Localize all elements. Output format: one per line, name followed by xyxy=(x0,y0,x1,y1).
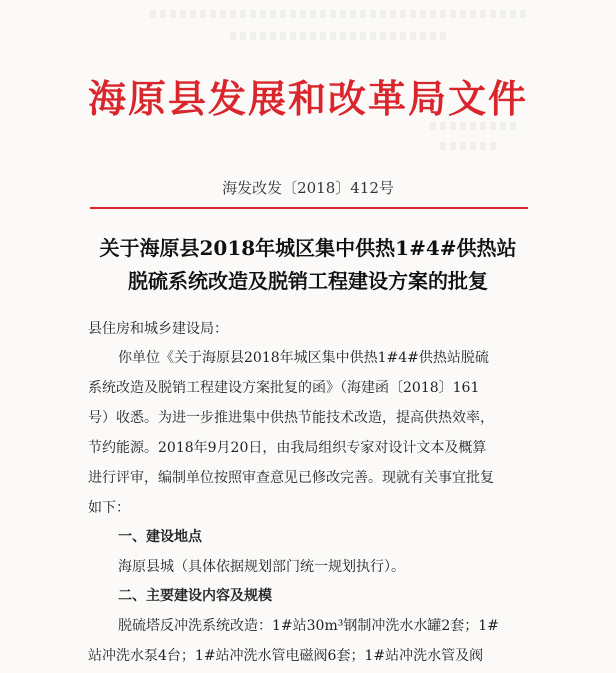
bleed-through-text xyxy=(150,10,530,18)
document-header-title: 海原县发展和改革局文件 xyxy=(87,76,528,121)
recipient: 县住房和城乡建设局： xyxy=(88,321,228,337)
body-line: 系统改造及脱销工程建设方案批复的函》（海建函〔2018〕161 xyxy=(88,380,480,396)
body-line: 你单位《关于海原县2018年城区集中供热1#4#供热站脱硫 xyxy=(118,350,489,366)
body-line: 节约能源。2018年9月20日，由我局组织专家对设计文本及概算 xyxy=(88,440,487,456)
bleed-through-text xyxy=(230,32,450,40)
red-divider-line xyxy=(90,207,528,209)
section-2-heading: 二、主要建设内容及规模 xyxy=(118,588,272,604)
bleed-through-text xyxy=(440,142,500,150)
document-title-line-1: 关于海原县2018年城区集中供热1#4#供热站 xyxy=(99,236,517,260)
bleed-through-text xyxy=(430,122,520,130)
document-title-line-2: 脱硫系统改造及脱销工程建设方案的批复 xyxy=(128,269,488,293)
section-1-body: 海原县城（具体依据规划部门统一规划执行）。 xyxy=(118,559,405,575)
section-1-heading: 一、建设地点 xyxy=(118,529,202,545)
document-number: 海发改发〔2018〕412号 xyxy=(222,179,394,197)
section-2-line: 站冲洗水泵4台；1#站冲洗水管电磁阀6套；1#站冲洗水管及阀 xyxy=(88,648,484,664)
section-2-line: 脱硫塔反冲洗系统改造：1#站30m³钢制冲洗水水罐2套；1# xyxy=(118,618,499,634)
body-line: 如下： xyxy=(88,500,130,516)
body-line: 进行评审，编制单位按照审查意见已修改完善。现就有关事宜批复 xyxy=(88,470,494,486)
body-line: 号）收悉。为进一步推进集中供热节能技术改造，提高供热效率， xyxy=(88,410,494,426)
